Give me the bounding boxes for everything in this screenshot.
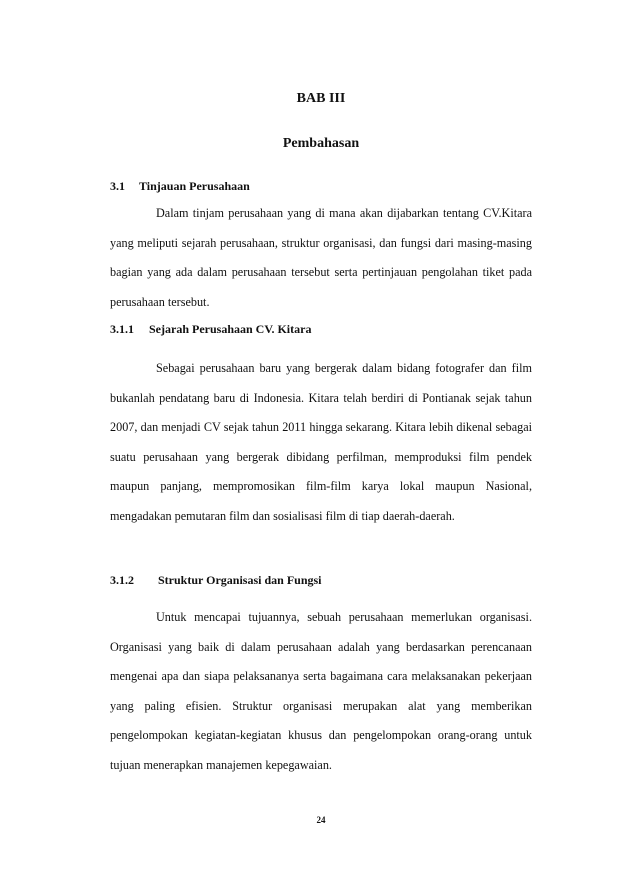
section-title: Struktur Organisasi dan Fungsi — [158, 573, 322, 587]
section-title: Tinjauan Perusahaan — [139, 179, 250, 193]
chapter-title: BAB III — [296, 91, 346, 106]
paragraph-struktur: Untuk mencapai tujuannya, sebuah perusahaan memerlukan organisasi. Organisasi yang baik di dalam perusahaan adalah yang berdasarkan perencanaan mengenai apa dan siapa pelaksananya serta bagaimana cara melaksanakan pekerjaan yang paling efisien. Struktur organisasi merupakan alat yang memberikan pengelompokan kegiatan-kegiatan khusus dan pengelompokan orang-orang untuk tujuan menerapkan manajemen kepegawaian. — [110, 610, 532, 772]
page-number: 24 — [316, 815, 326, 825]
section-title: Sejarah Perusahaan CV. Kitara — [149, 322, 312, 336]
chapter-subtitle: Pembahasan — [282, 136, 360, 151]
section-heading-3-1 — [110, 179, 250, 193]
section-number: 3.1 — [110, 179, 125, 193]
section-number: 3.1.2 — [110, 573, 134, 587]
section-heading-3-1-2 — [110, 573, 322, 587]
paragraph-sejarah: Sebagai perusahaan baru yang bergerak dalam bidang fotografer dan film bukanlah pendatang baru di Indonesia. Kitara telah berdiri di Pontianak sejak tahun 2007, dan menjadi CV sejak tahun 2011 hingga sekarang. Kitara lebih dikenal sebagai suatu perusahaan yang bergerak dibidang perfilman, memproduksi film pendek maupun panjang, mempromosikan film-film karya lokal maupun Nasional, mengadakan pemutaran film dan sosialisasi film di tiap daerah-daerah. — [110, 361, 532, 523]
paragraph-tinjauan: Dalam tinjam perusahaan yang di mana akan dijabarkan tentang CV.Kitara yang meliputi sejarah perusahaan, struktur organisasi, dan fungsi dari masing-masing bagian yang ada dalam perusahaan tersebut serta pertinjauan pengolahan tiket pada perusahaan tersebut. — [110, 206, 532, 309]
section-heading-3-1-1 — [110, 322, 311, 336]
section-number: 3.1.1 — [110, 322, 134, 336]
